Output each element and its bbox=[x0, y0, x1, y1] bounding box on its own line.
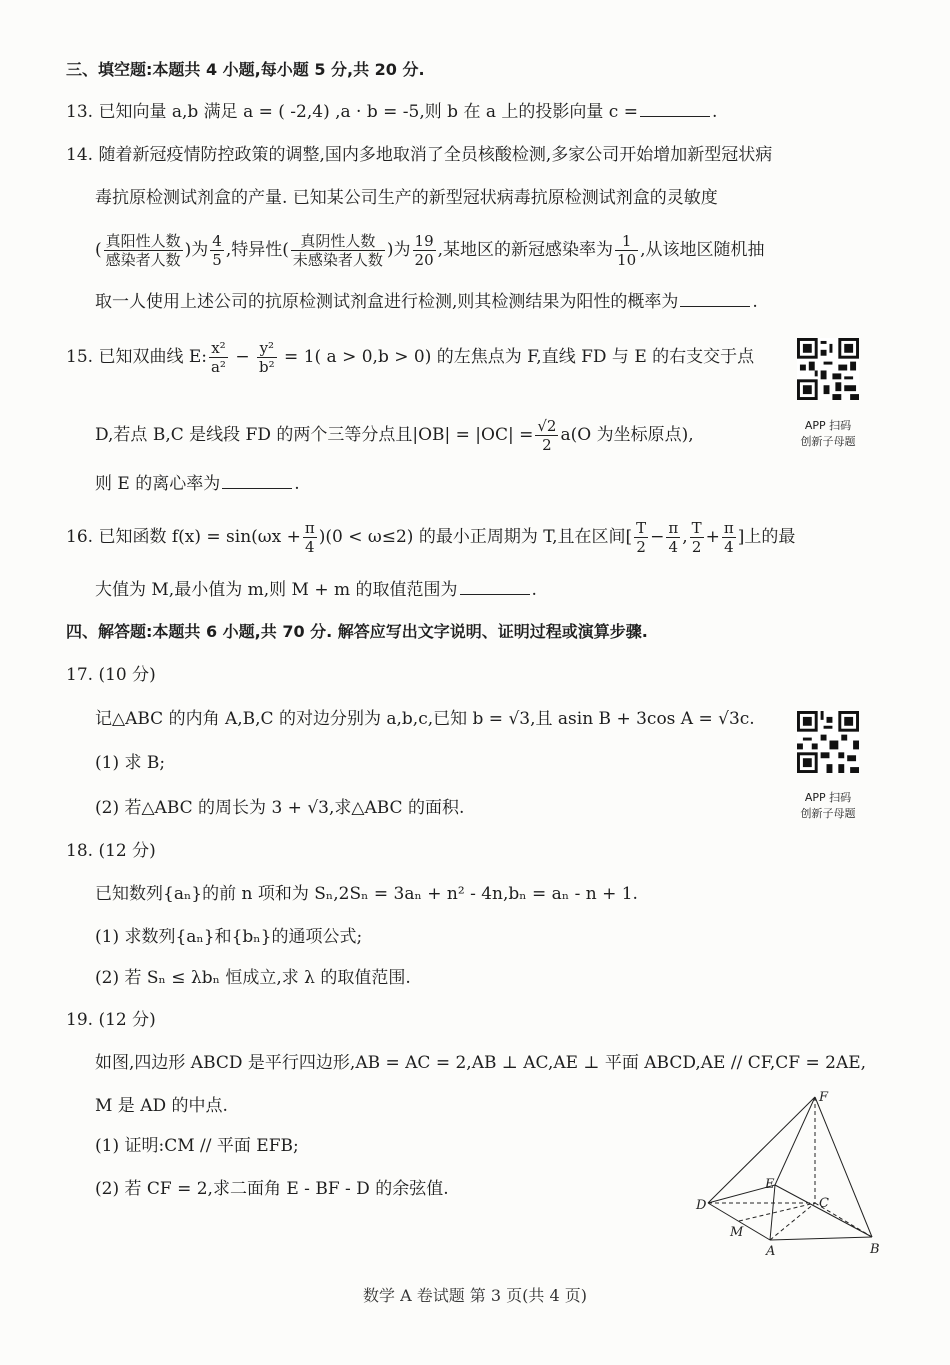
sensitivity-value: $\frac{4}{5}$ bbox=[212, 232, 222, 269]
q19-head: 19. (12 分) bbox=[66, 1010, 156, 1030]
q14-line4: 取一人使用上述公司的抗原检测试剂盒进行检测,则其检测结果为阳性的概率为 . bbox=[95, 292, 758, 312]
label-D: D bbox=[696, 1198, 707, 1213]
label-M: M bbox=[730, 1225, 744, 1240]
label-B: B bbox=[870, 1242, 880, 1257]
label-C: C bbox=[819, 1196, 829, 1211]
q15-line1: 15. 已知双曲线 E: $\frac{\text{x²}}{\text{a²}}$ − $\frac{\text{y²}}{\text{b²}}$ = 1( a > 0,b > 0) 的左焦点为 F,直线 FD 与 E 的右支交于点 bbox=[66, 339, 755, 376]
label-F: F bbox=[819, 1090, 829, 1105]
edge-FB bbox=[815, 1097, 872, 1237]
edge-FE bbox=[775, 1097, 815, 1185]
q14-line1: 14. 随着新冠疫情防控政策的调整,国内多地取消了全员核酸检测,多家公司开始增加新型冠状病 bbox=[66, 145, 773, 165]
q17-part1: (1) 求 B; bbox=[95, 753, 166, 773]
q18-head: 18. (12 分) bbox=[66, 841, 156, 861]
q14-line2: 毒抗原检测试剂盒的产量. 已知某公司生产的新型冠状病毒抗原检测试剂盒的灵敏度 bbox=[95, 188, 718, 208]
q16-line1: 16. 已知函数 f(x) = sin(ωx + $\frac{\pi}{4}$ )(0 < ω≤2) 的最小正周期为 T,且在区间[ $\frac{T}{2}$ − $\frac{\pi}{4}$ , $\frac{T}{2}$ + $\frac{\pi}{4}$ ]上的最 bbox=[66, 519, 796, 556]
q15-line2: D,若点 B,C 是线段 FD 的两个三等分点且|OB| = |OC| = $\frac{√2}{2}$ a(O 为坐标原点), bbox=[95, 417, 694, 454]
edge-FD bbox=[708, 1097, 815, 1203]
q14-line3: ( $\frac{\text{真阳性人数}}{\text{感染者人数}}$ )为 $\frac{4}{5}$ ,特异性( $\frac{\text{真阴性人数}}{\text{未感染者人数}}$ )为 $\frac{19}{20}$ ,某地区的新冠感染率为 $\frac{1}{10}$ ,从该地区随机抽 bbox=[95, 232, 765, 269]
q18-part2: (2) 若 Sₙ ≤ λbₙ 恒成立,求 λ 的取值范围. bbox=[95, 968, 411, 988]
qr-code-icon[interactable] bbox=[797, 711, 859, 773]
specificity-value: $\frac{19}{20}$ bbox=[414, 232, 434, 269]
answer-blank-16[interactable] bbox=[460, 578, 530, 595]
edge-AC bbox=[770, 1203, 815, 1240]
section3-title: 三、填空题:本题共 4 小题,每小题 5 分,共 20 分. bbox=[66, 60, 425, 79]
answer-blank-13[interactable] bbox=[640, 100, 710, 117]
q17-head: 17. (10 分) bbox=[66, 665, 156, 685]
specificity-fraction: $\frac{\text{真阴性人数}}{\text{未感染者人数}}$ bbox=[292, 232, 383, 269]
q18-line1: 已知数列{aₙ}的前 n 项和为 Sₙ,2Sₙ = 3aₙ + n² - 4n,bₙ = aₙ - n + 1. bbox=[95, 884, 638, 904]
q15-line3: 则 E 的离心率为 . bbox=[95, 474, 300, 494]
qr-caption: APP 扫码 创新子母题 bbox=[800, 791, 856, 820]
question-13: 13. 已知向量 a,b 满足 a = ( -2,4) ,a · b = -5,则 b 在 a 上的投影向量 c = . bbox=[66, 102, 718, 122]
q19-part1: (1) 证明:CM // 平面 EFB; bbox=[95, 1136, 299, 1156]
q17-line1: 记△ABC 的内角 A,B,C 的对边分别为 a,b,c,已知 b = √3,且 asin B + 3cos A = √3c. bbox=[95, 709, 755, 729]
q19-part2: (2) 若 CF = 2,求二面角 E - BF - D 的余弦值. bbox=[95, 1179, 449, 1199]
geometry-figure bbox=[690, 1085, 890, 1260]
q16-line2: 大值为 M,最小值为 m,则 M + m 的取值范围为 . bbox=[95, 580, 537, 600]
q18-part1: (1) 求数列{aₙ}和{bₙ}的通项公式; bbox=[95, 927, 363, 947]
section4-title: 四、解答题:本题共 6 小题,共 70 分. 解答应写出文字说明、证明过程或演算步骤. bbox=[66, 622, 648, 641]
label-E: E bbox=[765, 1177, 775, 1192]
label-A: A bbox=[766, 1244, 776, 1259]
answer-blank-15[interactable] bbox=[222, 472, 292, 489]
qr-code-icon[interactable] bbox=[797, 338, 859, 400]
qr-caption: APP 扫码 创新子母题 bbox=[800, 419, 856, 448]
q19-line1: 如图,四边形 ABCD 是平行四边形,AB = AC = 2,AB ⊥ AC,AE ⊥ 平面 ABCD,AE // CF,CF = 2AE, bbox=[95, 1053, 867, 1073]
sensitivity-fraction: $\frac{\text{真阳性人数}}{\text{感染者人数}}$ bbox=[105, 232, 181, 269]
q17-part2: (2) 若△ABC 的周长为 3 + √3,求△ABC 的面积. bbox=[95, 798, 465, 818]
edge-EB bbox=[775, 1185, 872, 1237]
page-footer: 数学 A 卷试题 第 3 页(共 4 页) bbox=[362, 1286, 587, 1305]
edge-AB bbox=[770, 1237, 872, 1240]
answer-blank-14[interactable] bbox=[680, 290, 750, 307]
infection-rate: $\frac{1}{10}$ bbox=[617, 232, 637, 269]
q19-line2: M 是 AD 的中点. bbox=[95, 1096, 228, 1116]
